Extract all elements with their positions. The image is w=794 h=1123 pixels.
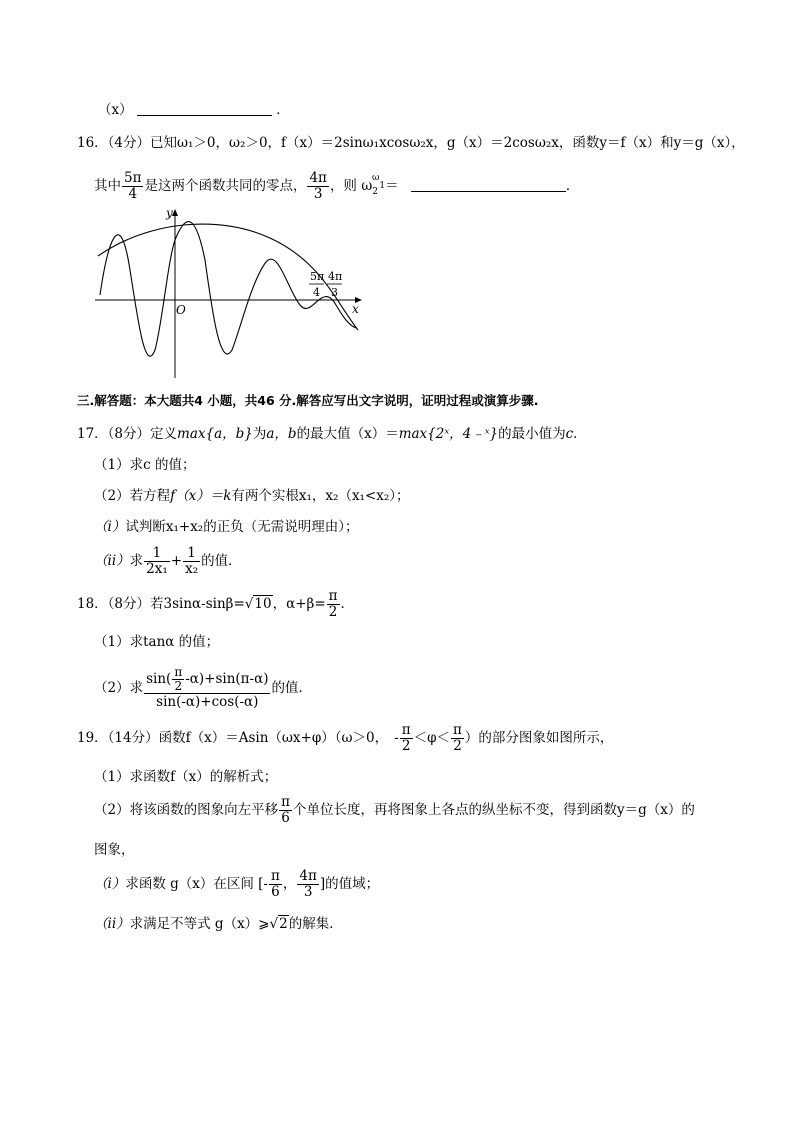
q19-frac-pi-6-b: [269, 869, 282, 900]
graph-tick-3: 3: [331, 286, 338, 299]
graph-origin-label: O: [176, 303, 186, 317]
q18-big-num-b: -α)+sin(π-α): [185, 671, 269, 687]
q18-f-den: 2: [328, 604, 338, 620]
q18-f-num: π: [328, 588, 338, 604]
q17-pii-c: 的值．: [201, 553, 242, 569]
q16-graph: [90, 200, 365, 380]
q18-part1: （1）求tanα 的值；: [94, 634, 220, 650]
q16-answer-blank[interactable]: [411, 191, 566, 192]
q19-head-b: f（x）＝Asin（ωx+φ）（ω＞0，: [185, 730, 389, 746]
q17-part1: （1）求c 的值；: [94, 457, 196, 473]
q18-inner-num: π: [174, 665, 183, 679]
q19-p2-fd: 6: [281, 810, 290, 826]
q17-head-a: 17．（8分）定义: [77, 426, 178, 442]
q19-pi-b: 求函数 g（x）在区间 [-: [125, 876, 268, 892]
q17-head-d: 的最大值（x）＝: [296, 426, 399, 442]
q19-pi-c: ，: [282, 876, 297, 892]
q18-p2-a: （2）求: [94, 680, 144, 696]
q16-text-b: 是这两个函数共同的零点，: [144, 178, 307, 194]
q19-head-d: ）的部分图象如图所示，: [464, 730, 614, 746]
q17-head-max: max{a，b}: [177, 426, 253, 442]
q17-frac-1-x2: [183, 546, 200, 577]
q19-pi-f1d: 6: [271, 884, 280, 900]
q17-head-h: ．: [573, 426, 587, 442]
q17-pi-a: （i）: [94, 519, 126, 535]
q19-pii-b: 求满足不等式 g（x）⩾: [129, 916, 270, 932]
q19-p2-a: （2）将该函数的图象向左平移: [94, 802, 279, 818]
graph-x-label: x: [352, 302, 359, 316]
q17-head-f: 的最小值为: [498, 426, 566, 442]
q17-head-c: a，b: [266, 426, 297, 442]
graph-tick-5pi: 5π: [310, 270, 325, 283]
q19-part1: （1）求函数f（x）的解析式；: [94, 769, 278, 785]
q17-p2-c: 有两个实根x₁，x₂（x₁<x₂）；: [231, 488, 410, 504]
q16-frac-5pi-4: [122, 171, 143, 202]
q18-part2: [94, 662, 312, 714]
q19-pi-f2d: 3: [303, 884, 313, 900]
q17-pii-a: （ii）: [94, 553, 130, 569]
q17-p2-b: f（x）＝k: [170, 488, 232, 504]
q17-f1-num: 1: [144, 546, 170, 562]
q18-comma: ，: [272, 596, 287, 612]
q17-part2-ii: [94, 543, 242, 579]
q19-part2-ii: （ii）求满足不等式 g（x）⩾√2的解集．: [94, 916, 343, 932]
q17-plus: +: [170, 553, 183, 569]
q18-big-den: sin(-α)+cos(-α): [156, 694, 259, 710]
q17-head: [77, 424, 587, 444]
q19-part2-cont: 图象，: [94, 842, 135, 858]
q19-pos-num: π: [453, 722, 462, 738]
q18-frac-pi-2: [327, 589, 340, 620]
q19-neg-den: 2: [401, 738, 411, 754]
q19-frac-4pi-3: [297, 869, 318, 900]
graph-tick-4pi: 4π: [328, 270, 343, 283]
q18-sqrt-val: 10: [254, 596, 272, 612]
q17-f1-den: 2x₁: [146, 561, 168, 577]
q17-head-g: c: [565, 426, 574, 442]
q19-frac-pi-2: [451, 723, 464, 754]
q18-inner-den: 2: [174, 679, 183, 693]
q18-inner-frac: [172, 666, 184, 693]
q19-pii-sqrt: 2: [279, 916, 288, 932]
q17-f2-num: 1: [183, 546, 200, 562]
q18-big-num-a: sin(: [146, 671, 172, 687]
q16-frac2-den: 3: [313, 186, 323, 202]
q19-frac-neg-pi-2: [400, 723, 413, 754]
q17-p2-a: （2）若方程: [94, 488, 171, 504]
q16-frac1-den: 4: [128, 186, 138, 202]
q19-pi-f1n: π: [271, 868, 280, 884]
q15-answer-blank[interactable]: [137, 115, 272, 116]
q19-frac-pi-6: [279, 795, 292, 826]
q17-part2: [94, 486, 410, 506]
q18-big-frac: [144, 666, 270, 711]
q16-frac2-num: 4π: [309, 170, 327, 186]
q16-text-c: ，则 ω: [329, 178, 373, 194]
q17-head-b: 为: [252, 426, 267, 442]
q19-head-a: 19．（14分）函数: [77, 730, 186, 746]
q18-head: 18．（8分）若3sinα-sinβ=√10，α+β= $\frac{\pi}{2}$ ．: [77, 588, 355, 620]
q16-line2: 其中 $\frac{5\pi}{4}$ 是这两个函数共同的零点， $\frac{4\pi}{3}$ ，则 $\omega_2^\omega 1=$ ．: [94, 170, 580, 202]
q18-expr2: α+β=: [286, 596, 326, 612]
graph-y-label: y: [166, 206, 173, 220]
q16-frac1-num: 5π: [124, 170, 142, 186]
q19-pii-c: 的解集．: [288, 916, 343, 932]
q16-text-a: 其中: [94, 178, 121, 194]
q19-p2-fn: π: [281, 794, 290, 810]
q19-part2-i: [94, 866, 379, 902]
q15-prefix: （x）: [98, 102, 133, 118]
graph-tick-4: 4: [313, 286, 320, 299]
q18-end: ．: [340, 596, 355, 612]
q18-expr1: 3sinα-sinβ=: [163, 596, 245, 612]
q19-neg-num: π: [401, 722, 411, 738]
q19-pi-d: ]的值域；: [319, 876, 380, 892]
section-3-heading: 三.解答题：本大题共4 小题，共46 分.解答应写出文字说明，证明过程或演算步骤.: [77, 393, 539, 408]
q17-pii-b: 求: [129, 553, 144, 569]
q19-pi-f2n: 4π: [299, 868, 317, 884]
q19-pi-a: （i）: [94, 876, 126, 892]
q19-pii-a: （ii）: [94, 916, 130, 932]
q16-frac-4pi-3: [307, 171, 328, 202]
q16-line1: 16．（4分）已知ω₁＞0，ω₂＞0，f（x）＝2sinω₁xcosω₂x，g（x）＝2cosω₂x，函数y＝f（x）和y＝g（x），: [77, 135, 745, 151]
q16-text-d: ＝: [385, 178, 399, 194]
q19-head-c: ＜φ＜: [413, 730, 451, 746]
q15-end: ．: [276, 102, 290, 118]
q17-pi-b: 试判断x₁+x₂的正负（无需说明理由）；: [125, 519, 359, 535]
q19-pos-den: 2: [453, 738, 462, 754]
q19-part2: [94, 792, 695, 828]
q18-big-num: [144, 666, 270, 694]
q19-p2-b: 个单位长度，再将图象上各点的纵坐标不变，得到函数y＝g（x）的: [292, 802, 695, 818]
q17-f2-den: x₂: [185, 561, 199, 577]
q18-p2-b: 的值．: [271, 680, 312, 696]
graph-y-arrow: [172, 209, 178, 216]
q16-end: ．: [565, 178, 580, 194]
q19-head: 19．（14分）函数f（x）＝Asin（ωx+φ）（ω＞0， - $\frac{\pi}{2}$ ＜φ＜ $\frac{\pi}{2}$ ）的部分图象如图所示，: [77, 722, 614, 754]
q18-head-a: 18．（8分）若: [77, 596, 164, 612]
q15-answer-line: [98, 100, 290, 120]
q17-head-e: max{2ˣ，4﹣ˣ}: [398, 426, 499, 442]
q17-frac-1-2x1: [144, 546, 170, 577]
q17-part2-i: [94, 517, 358, 537]
